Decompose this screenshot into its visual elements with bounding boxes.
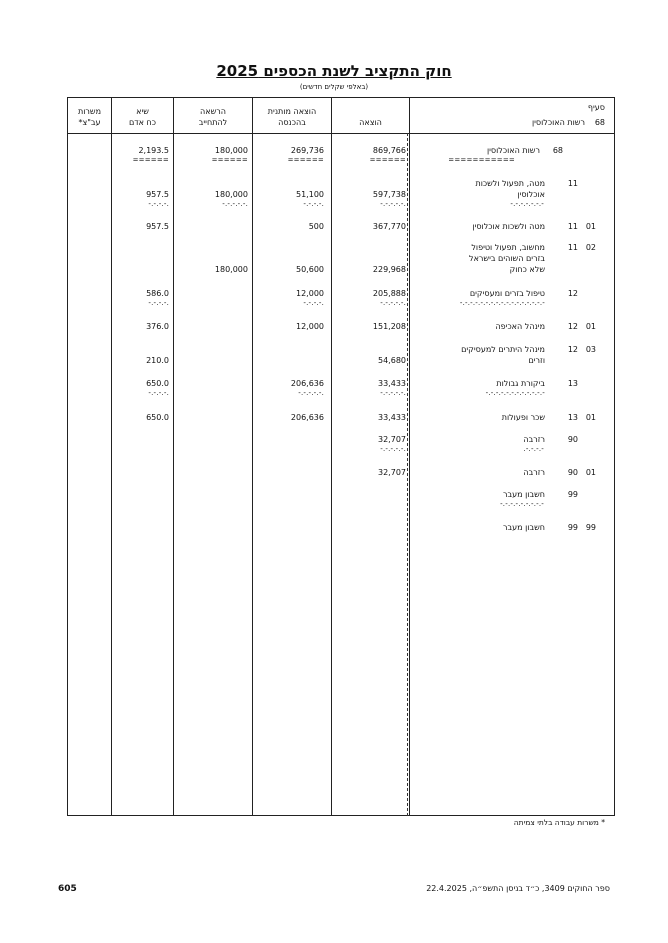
row-code-2: 01 (585, 468, 596, 477)
row-conditional: 206,636 (290, 413, 324, 422)
row-name: רשות האוכלוסין (486, 146, 540, 155)
row-conditional: 51,100 (296, 190, 324, 199)
row-commitment: 180,000 (214, 265, 248, 274)
row-name: חשבון מעבר (502, 523, 545, 532)
row-code-1: 90 (567, 468, 578, 477)
header-section-label: סעיף (587, 103, 605, 112)
row-code-1: 90 (567, 435, 578, 444)
page-subtitle: (באלפי שקלים חדשים) (299, 83, 369, 91)
row-expense: 367,770 (372, 222, 406, 231)
row-expense-mark: -.-.-.-.-. (380, 445, 406, 453)
row-expense: 205,888 (372, 289, 406, 298)
row-name-underline: -.-.-.-.-.-.-.-.- (500, 500, 544, 508)
row-expense-mark: -.-.-.-.-. (380, 299, 406, 307)
row-name-underline: -.-.-.-.-.-.- (510, 200, 544, 208)
row-code-2: 03 (585, 345, 596, 354)
row-code-1: 11 (567, 179, 578, 188)
row-conditional-mark: ====== (287, 156, 324, 164)
row-expense: 597,738 (372, 190, 406, 199)
row-code-1: 12 (567, 345, 578, 354)
page-number: 605 (58, 884, 77, 894)
row-manpower: 210.0 (146, 356, 169, 365)
row-name: מחשוב, תפעול וטיפול (471, 243, 545, 252)
row-conditional-mark: -.-.-.-.-. (298, 389, 324, 397)
row-name-underline: -.-.-.-.-.-.-.-.-.-.-.- (485, 389, 545, 397)
header-commitment-2: להתחייב (198, 118, 228, 127)
header-divider (67, 133, 615, 134)
row-manpower-mark: -.-.-.-. (148, 200, 169, 208)
header-manpower-1: שיא (136, 107, 149, 116)
row-conditional: 269,736 (290, 146, 324, 155)
header-manpower-2: כח אדם (128, 118, 157, 127)
row-name: מטה ולשכות אוכלוסין (472, 222, 545, 231)
row-commitment: 180,000 (214, 146, 248, 155)
row-expense: 33,433 (378, 379, 406, 388)
row-code-1: 13 (567, 413, 578, 422)
row-name: ביקורת גבולות (496, 379, 545, 388)
row-conditional: 206,636 (290, 379, 324, 388)
row-manpower: 2,193.5 (138, 146, 169, 155)
row-expense: 229,968 (372, 265, 406, 274)
row-manpower-mark: -.-.-.-. (148, 299, 169, 307)
row-commitment: 180,000 (214, 190, 248, 199)
row-expense-mark: -.-.-.-.-. (380, 389, 406, 397)
row-expense: 32,707 (378, 468, 406, 477)
row-code-1: 11 (567, 243, 578, 252)
row-name-underline: -.-.-.-.-.-.-.-.-.-.-.-.-.-.-.-.- (459, 299, 545, 307)
publication-line: ספר החוקים 3409, כ״ד בניסן התשפ״ה, 22.4.2025 (426, 884, 610, 893)
column-divider-name (409, 97, 410, 816)
header-conditional-2: בהכנסה (278, 118, 306, 127)
row-manpower: 376.0 (146, 322, 169, 331)
row-name: רזרבה (523, 435, 545, 444)
header-foreign-workers-2: עב"צ* (78, 118, 101, 127)
row-expense: 869,766 (372, 146, 406, 155)
header-foreign-workers-1: משרות (77, 107, 102, 116)
row-code-1: 12 (567, 289, 578, 298)
row-name-underline: =========== (448, 156, 515, 164)
row-name: רזרבה (523, 468, 545, 477)
row-commitment-mark: ====== (211, 156, 248, 164)
row-conditional-mark: -.-.-.-. (303, 200, 324, 208)
row-name: טיפול בזרים ומעסיקים (469, 289, 545, 298)
row-code-1: 12 (567, 322, 578, 331)
row-manpower-mark: ====== (132, 156, 169, 164)
header-expense: הוצאה (359, 118, 382, 127)
row-name-line-3: שלא כחוק (509, 265, 545, 274)
row-code-2: 01 (585, 322, 596, 331)
row-code-2: 99 (585, 523, 596, 532)
row-manpower: 650.0 (146, 379, 169, 388)
row-code-1: 99 (567, 490, 578, 499)
row-code-1: 13 (567, 379, 578, 388)
row-manpower: 650.0 (146, 413, 169, 422)
row-code-1: 11 (567, 222, 578, 231)
row-conditional: 500 (308, 222, 324, 231)
row-name-underline: .-.-.-.- (523, 445, 544, 453)
row-name-line-2: בזרים השוהים בישראל (469, 254, 545, 263)
header-section-name: רשות האוכלוסין (531, 118, 585, 127)
row-name-line-2: וזרים (528, 356, 545, 365)
row-name: מטה, תפעול ולשכות (475, 179, 545, 188)
row-name: חשבון מעבר (502, 490, 545, 499)
row-conditional: 50,600 (296, 265, 324, 274)
row-expense: 32,707 (378, 435, 406, 444)
row-name: מינהל היתרים למעסיקים (461, 345, 545, 354)
row-expense-mark: -.-.-.-.-. (380, 200, 406, 208)
row-expense: 151,208 (372, 322, 406, 331)
footnote: * משרות עבודה בלתי צמיתה (513, 818, 605, 827)
row-name-line-2: אוכלוסין (517, 190, 545, 199)
page-title: חוק התקציב לשנת הכספים 2025 (216, 62, 452, 80)
row-conditional: 12,000 (296, 322, 324, 331)
row-manpower: 957.5 (146, 222, 169, 231)
row-code-1: 68 (552, 146, 563, 155)
row-manpower-mark: -.-.-.-. (148, 389, 169, 397)
row-expense: 33,433 (378, 413, 406, 422)
header-section-code: 68 (594, 118, 605, 127)
row-manpower: 957.5 (146, 190, 169, 199)
row-conditional: 12,000 (296, 289, 324, 298)
row-commitment-mark: -.-.-.-.-. (222, 200, 248, 208)
row-code-1: 99 (567, 523, 578, 532)
row-expense: 54,680 (378, 356, 406, 365)
row-expense-mark: ====== (369, 156, 406, 164)
row-conditional-mark: -.-.-.-. (303, 299, 324, 307)
row-code-2: 01 (585, 413, 596, 422)
row-code-2: 02 (585, 243, 596, 252)
row-name: שכר ופעולות (501, 413, 545, 422)
column-dashed-divider (407, 133, 408, 816)
row-manpower: 586.0 (146, 289, 169, 298)
header-commitment-1: הרשאה (200, 107, 226, 116)
row-name: מינהל האכיפה (495, 322, 545, 331)
header-conditional-1: הוצאה מותנית (267, 107, 317, 116)
row-code-2: 01 (585, 222, 596, 231)
